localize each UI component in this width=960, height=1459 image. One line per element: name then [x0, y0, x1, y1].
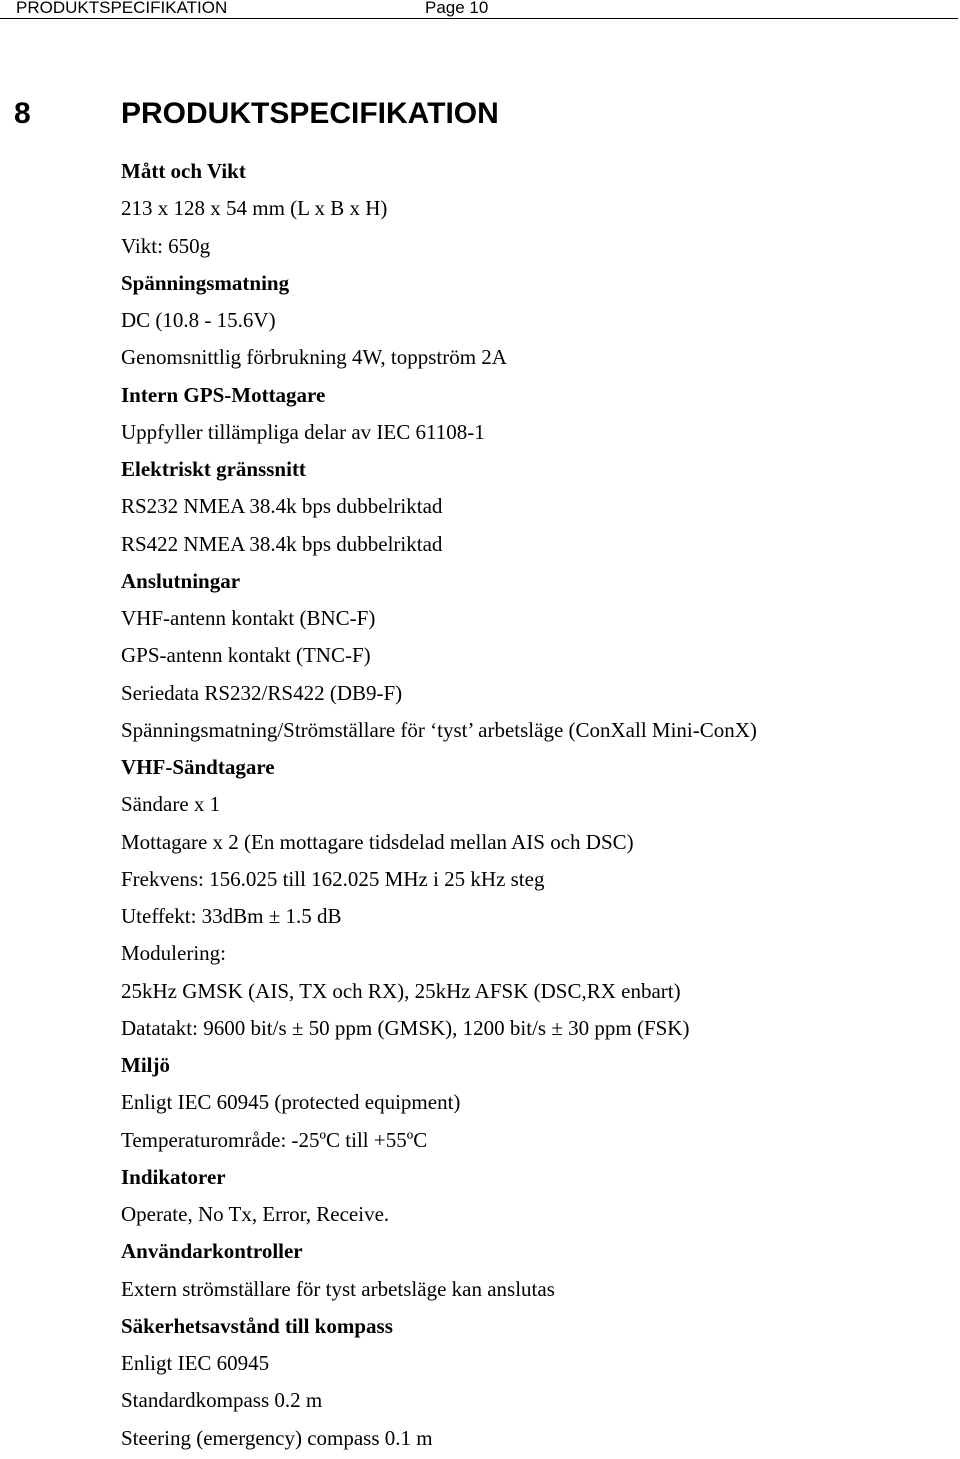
section-heading: Elektriskt gränssnitt — [121, 457, 306, 481]
section-heading: Intern GPS-Mottagare — [121, 382, 326, 407]
spec-item: Standardkompass 0.2 m — [121, 1388, 323, 1413]
header-title: PRODUKTSPECIFIKATION — [16, 0, 228, 17]
spec-item: 213 x 128 x 54 mm (L x B x H) — [121, 196, 388, 221]
spec-item: DC (10.8 - 15.6V) — [121, 308, 276, 332]
spec-item: 25kHz GMSK (AIS, TX och RX), 25kHz AFSK (DSC,RX enbart) — [121, 978, 681, 1003]
spec-item: Extern strömställare för tyst arbetsläge kan anslutas — [121, 1276, 555, 1301]
spec-item: Modulering: — [121, 941, 226, 966]
section-heading: Användarkontroller — [121, 1239, 303, 1264]
page-header — [0, 0, 958, 19]
spec-item: Sändare x 1 — [121, 792, 221, 817]
section-heading: Anslutningar — [121, 568, 241, 593]
spec-item: Mottagare x 2 (En mottagare tidsdelad mellan AIS och DSC) — [121, 829, 634, 854]
chapter-title: PRODUKTSPECIFIKATION — [121, 97, 499, 130]
section-heading: VHF-Sändtagare — [121, 755, 275, 779]
header-page-number: Page 10 — [425, 0, 489, 17]
section-heading: Miljö — [121, 1053, 170, 1077]
section-heading: Säkerhetsavstånd till kompass — [121, 1313, 393, 1338]
spec-item: Uppfyller tillämpliga delar av IEC 61108-1 — [121, 419, 485, 444]
spec-item: Enligt IEC 60945 — [121, 1351, 270, 1375]
spec-item: Temperaturområde: -25ºC till +55ºC — [121, 1127, 428, 1152]
spec-item: Seriedata RS232/RS422 (DB9-F) — [121, 680, 403, 705]
spec-item: RS232 NMEA 38.4k bps dubbelriktad — [121, 494, 443, 519]
spec-item: Genomsnittlig förbrukning 4W, toppström 2A — [121, 345, 507, 370]
section-heading: Spänningsmatning — [121, 270, 290, 295]
spec-item: Vikt: 650g — [121, 233, 211, 258]
section-heading: Mått och Vikt — [121, 159, 246, 183]
chapter-number: 8 — [14, 97, 31, 130]
chapter-heading — [14, 96, 499, 132]
spec-item: Spänningsmatning/Strömställare för ‘tyst’ arbetsläge (ConXall Mini-ConX) — [121, 717, 757, 742]
spec-item: VHF-antenn kontakt (BNC-F) — [121, 606, 376, 630]
spec-item: Enligt IEC 60945 (protected equipment) — [121, 1090, 461, 1115]
spec-item: RS422 NMEA 38.4k bps dubbelriktad — [121, 531, 443, 556]
spec-item: Steering (emergency) compass 0.1 m — [121, 1425, 433, 1450]
specification-list — [121, 155, 941, 1459]
spec-item: Uteffekt: 33dBm ± 1.5 dB — [121, 904, 342, 928]
section-heading: Indikatorer — [121, 1164, 226, 1189]
spec-item: GPS-antenn kontakt (TNC-F) — [121, 643, 371, 668]
spec-item: Datatakt: 9600 bit/s ± 50 ppm (GMSK), 1200 bit/s ± 30 ppm (FSK) — [121, 1015, 690, 1040]
spec-item: Operate, No Tx, Error, Receive. — [121, 1202, 390, 1226]
spec-item: Frekvens: 156.025 till 162.025 MHz i 25 kHz steg — [121, 866, 545, 891]
